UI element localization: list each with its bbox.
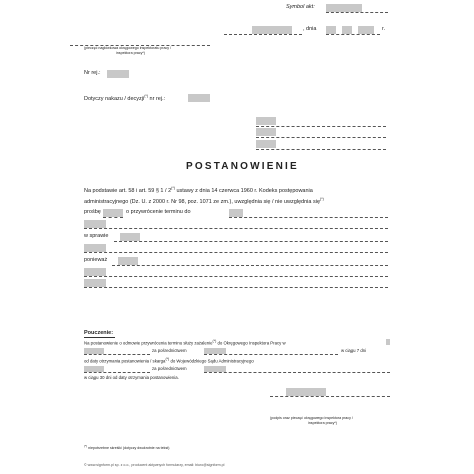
year-suffix: r. [382,26,386,32]
o-przywrocenie-label: o przywrócenie terminu do [126,209,191,215]
termin-line [229,217,388,218]
year-field[interactable] [358,26,374,34]
addressee-field-1[interactable] [256,117,276,125]
pouczenie-line-4-label: za pośrednictwem [152,366,187,371]
body-line-2: administracyjnego (Dz. U. z 2000 r. Nr 98, poz. 1071 ze zm.), uwzględnia się / nie uwzględnia się(*) [84,197,324,205]
pouczenie-field-1[interactable] [386,339,390,345]
symbol-akt-line [326,12,388,13]
signature-caption-line2: inspektora pracy*) [308,421,337,425]
dotyczy-label: Dotyczy nakazu / decyzji(*) nr rej.: [84,94,166,102]
addressee-line-1 [256,126,386,127]
pouczenie-heading: Pouczenie: [84,330,114,336]
dotyczy-nr-field[interactable] [188,94,210,102]
symbol-akt-field[interactable] [326,4,362,12]
stamp-caption-line1: (pieczęć nagłówkowa okręgowego inspektoratu pracy / [84,46,172,50]
stamp-caption-line2: inspektora pracy*) [116,51,145,55]
month-field[interactable] [342,26,352,34]
place-line [224,34,302,35]
document-title: POSTANOWIENIE [186,161,299,172]
body-line-c [84,276,388,277]
body-field-c[interactable] [84,268,106,276]
pouczenie-underline [84,337,115,338]
nr-rej-label: Nr rej.: [84,70,101,76]
footer-copyright: © www.signform.pl sp. z o.o., producent aktywnych formularzy, email: biuro@signform.pl [84,463,225,467]
pouczenie-line-2b [204,354,338,355]
signature-field[interactable] [286,388,326,396]
pouczenie-line-1: Na postanowienie o odmowie przywrócenia terminu służy zażalenie(*) do Okręgowego Inspektora Pracy w [84,339,286,346]
day-field[interactable] [326,26,336,34]
nr-rej-field[interactable] [107,70,129,78]
body-line-1: Na podstawie art. 58 i art. 59 § 1 / 2(*) ustawy z dnia 14 czerwca 1960 r. Kodeks postępowania [84,186,313,194]
addressee-line-3 [256,149,386,150]
date-line [326,34,380,35]
poniewaz-line [112,265,388,266]
body-field-b[interactable] [84,244,106,252]
pouczenie-line-4b [204,372,390,373]
pouczenie-line-2a [84,354,150,355]
footnote: (*) niepotrzebne skreślić (dotyczy dwukrotnie na tekst) [84,444,170,451]
prosbe-line [103,217,123,218]
addressee-line-2 [256,137,386,138]
signature-line [270,396,390,397]
poniewaz-label: ponieważ [84,257,108,263]
body-field-a[interactable] [84,220,106,228]
body-line-b [84,252,388,253]
w-sprawie-label: w sprawie [84,233,109,239]
prosbe-field[interactable] [103,209,123,217]
dnia-label: , dnia [303,26,317,32]
place-field[interactable] [252,26,292,34]
addressee-field-2[interactable] [256,128,276,136]
pouczenie-line-2-label: za pośrednictwem [152,348,187,353]
body-line-a [84,228,388,229]
pouczenie-line-3: od daty otrzymania postanowienia / skarga(*) do Wojewódzkiego Sądu Administracyjnego [84,357,254,364]
prosbe-label: prośbę [84,209,101,215]
pouczenie-line-5: w ciągu 30 dni od daty otrzymania postanowienia. [84,375,179,380]
body-line-d [84,287,388,288]
pouczenie-line-4a [84,372,150,373]
w-sprawie-field[interactable] [120,233,140,241]
pouczenie-line-2-end: w ciągu 7 dni [341,348,367,353]
body-field-d[interactable] [84,279,106,287]
symbol-akt-label: Symbol akt: [286,4,315,10]
termin-field[interactable] [229,209,243,217]
signature-caption-line1: (podpis oraz pieczęć okręgowego inspektora pracy / [270,416,353,420]
poniewaz-field[interactable] [118,257,138,265]
w-sprawie-line [114,241,388,242]
addressee-field-3[interactable] [256,140,276,148]
